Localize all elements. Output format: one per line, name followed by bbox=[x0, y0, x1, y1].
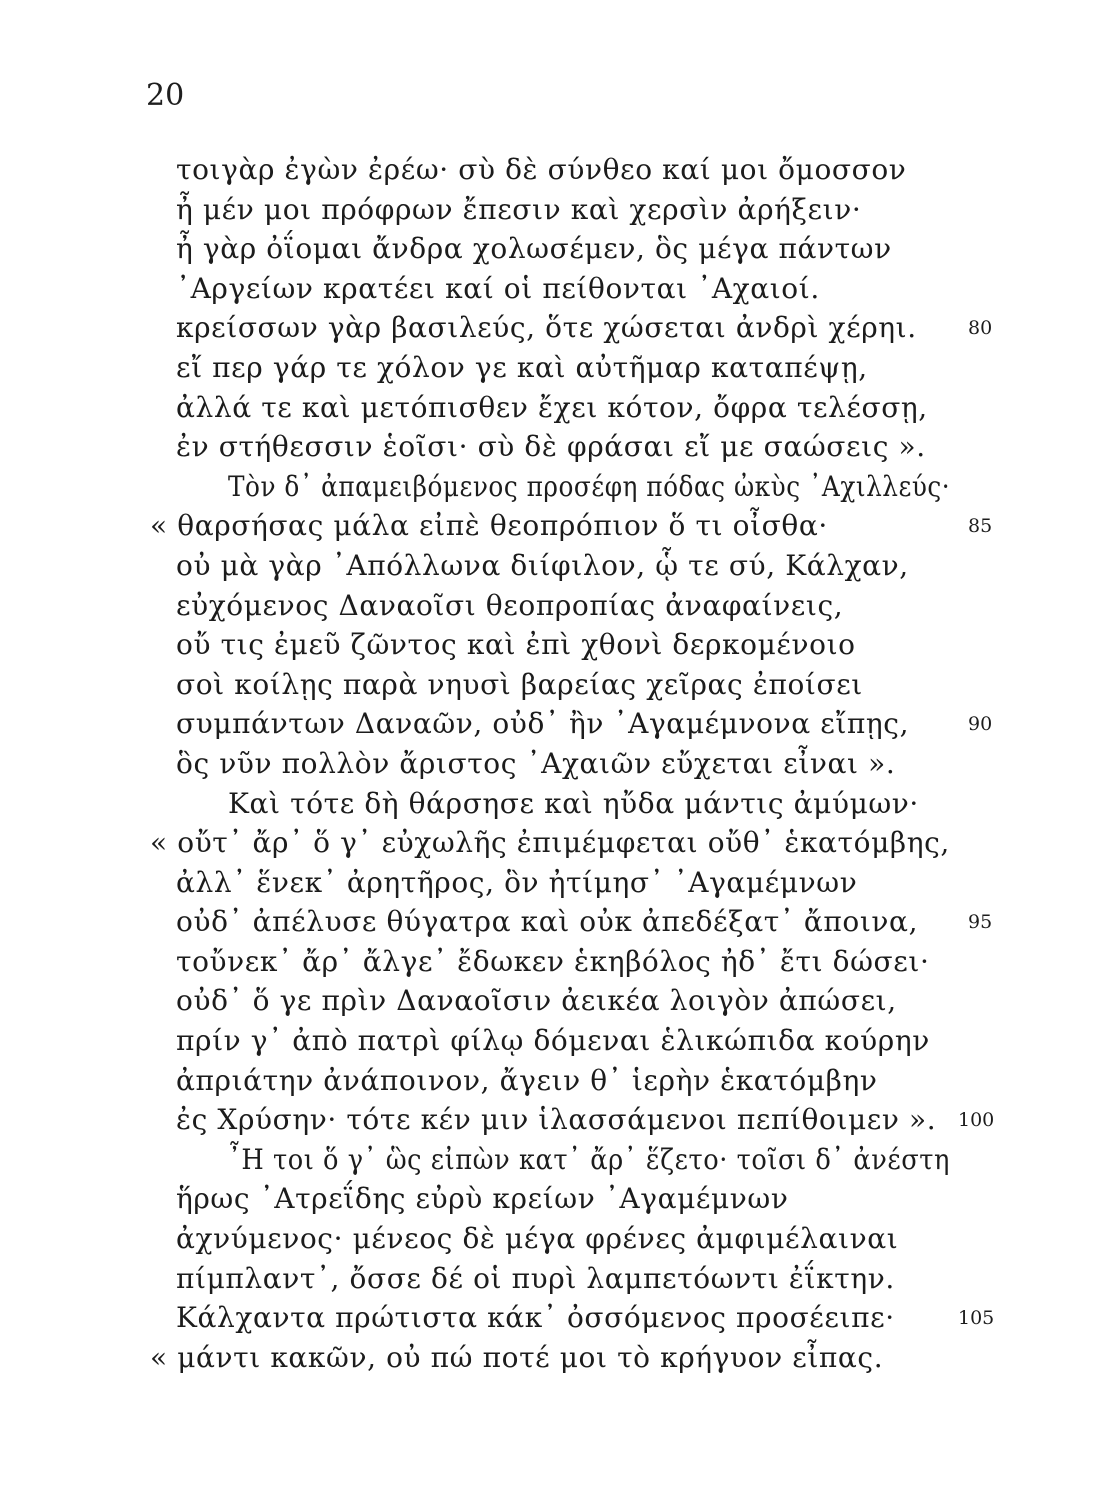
line-number: 85 bbox=[968, 515, 993, 538]
verse-text: Κάλχαντα πρώτιστα κάκ᾿ ὀσσόμενος προσέειπε· bbox=[176, 1301, 895, 1335]
verse-line bbox=[0, 388, 1114, 428]
verse-line bbox=[0, 586, 1114, 626]
verse-line bbox=[0, 546, 1114, 586]
verse-line bbox=[0, 863, 1114, 903]
verse-text: ἀλλ᾿ ἕνεκ᾿ ἀρητῆρος, ὃν ἠτίμησ᾿ ᾿Αγαμέμνων bbox=[176, 865, 858, 899]
verse-text: ᾿Αργείων κρατέει καί οἱ πείθονται ᾿Αχαιοί. bbox=[176, 271, 820, 305]
verse-text: ὃς νῦν πολλὸν ἄριστος ᾿Αχαιῶν εὔχεται εἶναι ». bbox=[176, 746, 896, 780]
line-number: 100 bbox=[958, 1109, 995, 1132]
verse-line bbox=[0, 1140, 1114, 1180]
verse-text: πρίν γ᾿ ἀπὸ πατρὶ φίλῳ δόμεναι ἑλικώπιδα κούρην bbox=[176, 1024, 930, 1058]
line-number: 80 bbox=[968, 317, 993, 340]
verse-line bbox=[0, 427, 1114, 467]
verse-line bbox=[0, 902, 1114, 942]
verse-line bbox=[0, 348, 1114, 388]
verse-line bbox=[0, 1298, 1114, 1338]
verse-text: ἦ μέν μοι πρόφρων ἔπεσιν καὶ χερσὶν ἀρήξειν· bbox=[176, 192, 862, 226]
verse-text: « οὔτ᾿ ἄρ᾿ ὅ γ᾿ εὐχωλῆς ἐπιμέμφεται οὔθ᾿ ἑκατόμβης, bbox=[150, 826, 950, 860]
verse-line bbox=[0, 744, 1114, 784]
verse-text: τοιγὰρ ἐγὼν ἐρέω· σὺ δὲ σύνθεο καί μοι ὄμοσσον bbox=[176, 153, 907, 186]
verse-line bbox=[0, 308, 1114, 348]
verse-line bbox=[0, 823, 1114, 863]
verse-text: σοὶ κοίλῃς παρὰ νηυσὶ βαρείας χεῖρας ἐποίσει bbox=[176, 667, 863, 701]
verse-line bbox=[0, 1021, 1114, 1061]
verse-text: ἐν στήθεσσιν ἑοῖσι· σὺ δὲ φράσαι εἴ με σαώσεις ». bbox=[176, 430, 926, 464]
verse-text: οὐ μὰ γὰρ ᾿Απόλλωνα διίφιλον, ᾧ τε σύ, Κάλχαν, bbox=[176, 548, 909, 582]
verse-text: οὔ τις ἐμεῦ ζῶντος καὶ ἐπὶ χθονὶ δερκομένοιο bbox=[176, 628, 856, 662]
line-number: 90 bbox=[968, 713, 993, 736]
verse-line bbox=[0, 1219, 1114, 1259]
line-number: 105 bbox=[958, 1307, 995, 1330]
verse-line bbox=[0, 1259, 1114, 1299]
verse-text: « θαρσήσας μάλα εἰπὲ θεοπρόπιον ὅ τι οἶσθα· bbox=[150, 509, 828, 543]
verse-line bbox=[0, 229, 1114, 269]
verse-text: οὐδ᾿ ὅ γε πρὶν Δαναοῖσιν ἀεικέα λοιγὸν ἀπώσει, bbox=[176, 984, 897, 1018]
verse-text: κρείσσων γὰρ βασιλεύς, ὅτε χώσεται ἀνδρὶ χέρηι. bbox=[176, 311, 917, 345]
verse-line bbox=[0, 506, 1114, 546]
verse-text: εὐχόμενος Δαναοῖσι θεοπροπίας ἀναφαίνεις, bbox=[176, 588, 844, 622]
verse-text: ἀλλά τε καὶ μετόπισθεν ἔχει κότον, ὄφρα τελέσσῃ, bbox=[176, 390, 928, 424]
verse-text: τοὔνεκ᾿ ἄρ᾿ ἄλγε᾿ ἔδωκεν ἑκηβόλος ἠδ᾿ ἔτι δώσει· bbox=[176, 944, 930, 978]
verse-line bbox=[0, 190, 1114, 230]
verse-line bbox=[0, 1061, 1114, 1101]
verse-text: πίμπλαντ᾿, ὄσσε δέ οἱ πυρὶ λαμπετόωντι ἐΐκτην. bbox=[176, 1261, 895, 1295]
page-number: 20 bbox=[146, 78, 185, 113]
verse-line bbox=[0, 665, 1114, 705]
verse-block bbox=[0, 150, 1114, 1377]
verse-text: ἀχνύμενος· μένεος δὲ μέγα φρένες ἀμφιμέλαιναι bbox=[176, 1222, 899, 1256]
verse-line bbox=[0, 784, 1114, 824]
line-number: 95 bbox=[968, 911, 993, 934]
verse-text: οὐδ᾿ ἀπέλυσε θύγατρα καὶ οὐκ ἀπεδέξατ᾿ ἄποινα, bbox=[176, 905, 919, 939]
verse-line bbox=[0, 704, 1114, 744]
verse-text: « μάντι κακῶν, οὐ πώ ποτέ μοι τὸ κρήγυον εἶπας. bbox=[150, 1340, 884, 1374]
verse-text: ἦ γὰρ ὀΐομαι ἄνδρα χολωσέμεν, ὃς μέγα πάντων bbox=[176, 232, 892, 266]
verse-text: Τὸν δ᾿ ἀπαμειβόμενος προσέφη πόδας ὠκὺς ᾿Αχιλλεύς· bbox=[228, 469, 951, 503]
verse-line bbox=[0, 1338, 1114, 1378]
verse-text: εἴ περ γάρ τε χόλον γε καὶ αὐτῆμαρ καταπέψῃ, bbox=[176, 350, 868, 384]
verse-line bbox=[0, 150, 1114, 190]
verse-text: ἐς Χρύσην· τότε κέν μιν ἱλασσάμενοι πεπίθοιμεν ». bbox=[176, 1103, 937, 1137]
verse-line bbox=[0, 942, 1114, 982]
verse-text: ἥρως ᾿Ατρεΐδης εὐρὺ κρείων ᾿Αγαμέμνων bbox=[176, 1182, 789, 1216]
verse-text: ἀπριάτην ἀνάποινον, ἄγειν θ᾿ ἱερὴν ἑκατόμβην bbox=[176, 1063, 878, 1097]
verse-line bbox=[0, 1179, 1114, 1219]
verse-text: Καὶ τότε δὴ θάρσησε καὶ ηὔδα μάντις ἀμύμων· bbox=[228, 786, 919, 820]
verse-line bbox=[0, 1100, 1114, 1140]
verse-line bbox=[0, 467, 1114, 507]
verse-text: συμπάντων Δαναῶν, οὐδ᾿ ἢν ᾿Αγαμέμνονα εἴπῃς, bbox=[176, 707, 910, 741]
verse-text: ῏Η τοι ὅ γ᾿ ὣς εἰπὼν κατ᾿ ἄρ᾿ ἕζετο· τοῖσι δ᾿ ἀνέστη bbox=[228, 1142, 950, 1176]
verse-line bbox=[0, 269, 1114, 309]
verse-line bbox=[0, 625, 1114, 665]
verse-line bbox=[0, 981, 1114, 1021]
